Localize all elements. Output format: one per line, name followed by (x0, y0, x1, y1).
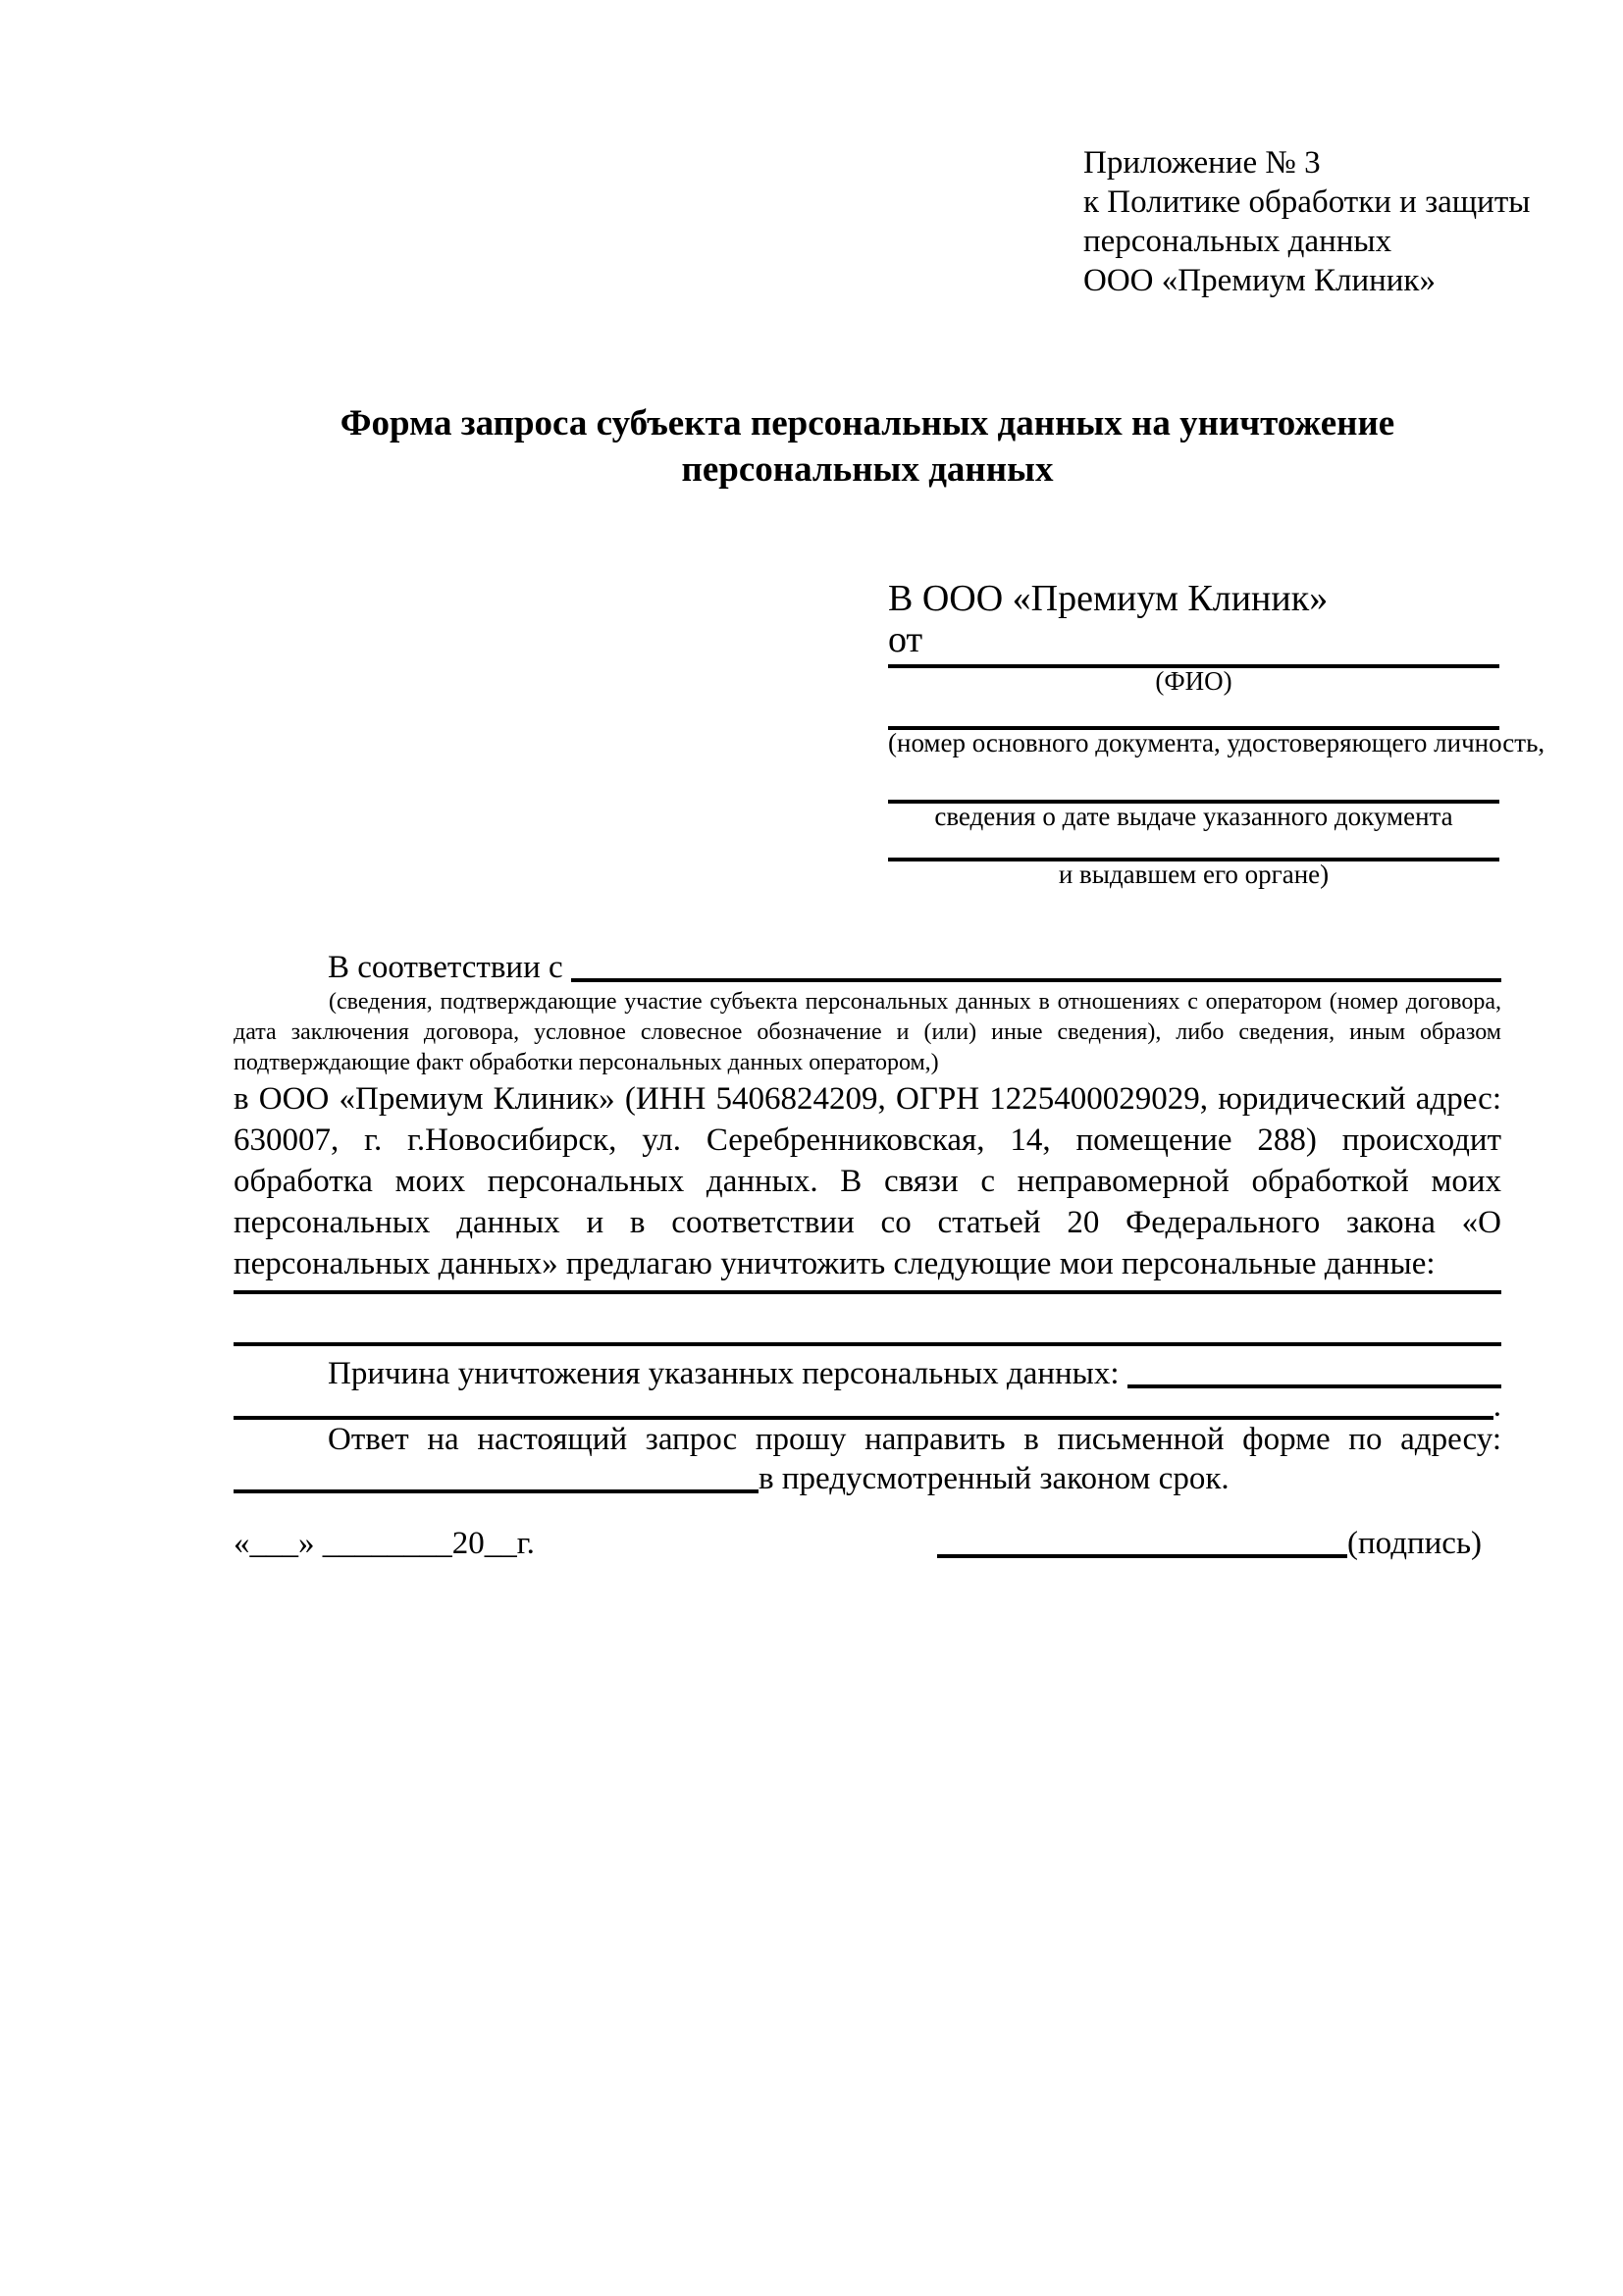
accordance-lead: В соответствии с (328, 950, 563, 985)
from-label: от (888, 619, 923, 660)
appendix-line: к Политике обработки и защиты (1083, 184, 1531, 220)
reason-field-blank[interactable] (1127, 1354, 1501, 1388)
response-request-text: Ответ на настоящий запрос прошу направить в письменной форме по адресу: (328, 1422, 1501, 1457)
document-number-field-blank[interactable] (888, 695, 1499, 730)
reason-period: . (1492, 1388, 1501, 1424)
response-deadline-text: в предусмотренный законом срок. (759, 1461, 1230, 1496)
issuing-authority-field-blank[interactable] (888, 830, 1499, 861)
appendix-header (1083, 143, 1530, 300)
issue-date-field-caption: сведения о дате выдаче указанного документа (934, 802, 1453, 831)
reason-row (234, 1354, 1501, 1393)
appendix-line: Приложение № 3 (1083, 145, 1321, 181)
body-paragraph: в ООО «Премиум Клиник» (ИНН 5406824209, ОГРН 1225400029029, юридический адрес: 630007, г. г.Новосибирск, ул. Серебренниковская, 14, помещение 288) происходит обработка моих персональных данных. В связи с неправомерной обработкой моих персональных данных и в соответствии со статьей 20 Федерального закона «О персональных данных» предлагаю уничтожить следующие мои персональные данные: (234, 1081, 1501, 1281)
page-title: Форма запроса субъекта персональных данных на уничтожение персональных данных (340, 403, 1395, 490)
accordance-field-blank[interactable] (571, 948, 1501, 982)
appendix-line: ООО «Премиум Клиник» (1083, 263, 1436, 298)
reason-continuation-row (234, 1388, 1501, 1424)
response-address-field-blank[interactable] (234, 1489, 759, 1493)
response-address-row (234, 1459, 1501, 1498)
accordance-row (234, 948, 1501, 987)
appendix-line: персональных данных (1083, 224, 1392, 259)
addressee-block (888, 577, 1545, 889)
accordance-note: (сведения, подтверждающие участие субъекта персональных данных в отношениях с оператором (номер договора, дата заключения договора, условное словесное обозначение и (или) иные сведения), либо сведения, иным образом подтверждающие факт обработки персональных данных оператором,) (234, 989, 1501, 1075)
reason-label: Причина уничтожения указанных персональных данных: (328, 1356, 1120, 1391)
fio-field-caption: (ФИО) (1155, 666, 1232, 696)
date-signature-row (234, 1524, 1501, 1563)
personal-data-list-blank-line-1[interactable] (234, 1284, 1501, 1294)
issue-date-field-blank[interactable] (888, 757, 1499, 804)
issuing-authority-field-caption: и выдавшем его органе) (1058, 860, 1330, 889)
personal-data-list-blank-line-2[interactable] (234, 1294, 1501, 1346)
date-field[interactable]: «___» ________20__г. (234, 1526, 535, 1561)
document-number-field-caption: (номер основного документа, удостоверяющего личность, (888, 728, 1545, 757)
addressee-organization: В ООО «Премиум Клиник» (888, 578, 1329, 619)
signature-field-blank[interactable] (937, 1554, 1347, 1558)
signature-caption: (подпись) (1347, 1526, 1482, 1561)
signature-group (937, 1524, 1482, 1563)
main-text-column (234, 948, 1501, 1563)
